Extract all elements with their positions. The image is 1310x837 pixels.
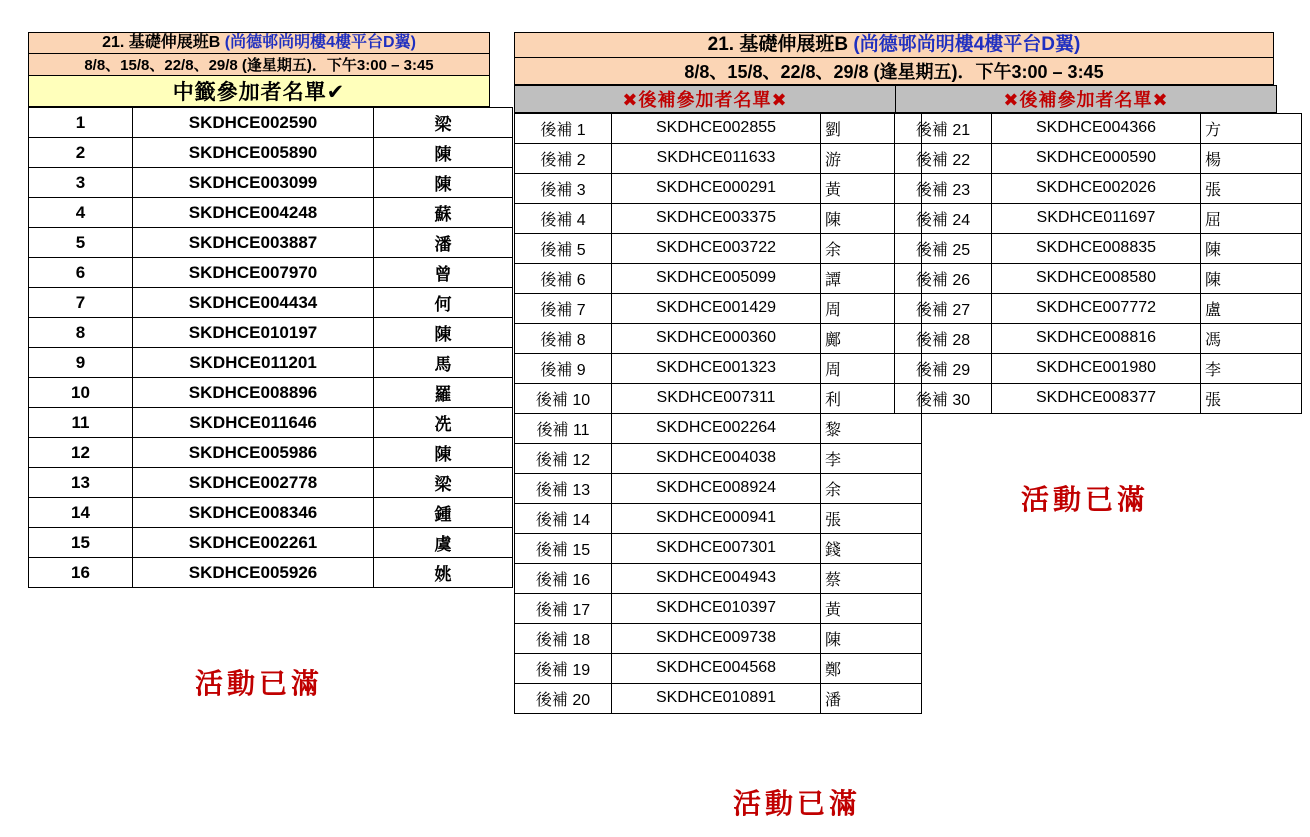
row-reference-code: SKDHCE002590: [133, 108, 374, 138]
row-reference-code: SKDHCE002026: [992, 173, 1201, 203]
row-surname: 錢: [821, 533, 922, 563]
row-reference-code: SKDHCE008816: [992, 323, 1201, 353]
row-surname: 馮: [1201, 323, 1302, 353]
table-row: [515, 593, 922, 623]
row-number: 4: [29, 198, 133, 228]
row-reference-code: SKDHCE007311: [612, 383, 821, 413]
row-reference-code: SKDHCE011201: [133, 348, 374, 378]
row-surname: 游: [821, 143, 922, 173]
row-surname: 鄺: [821, 323, 922, 353]
row-reference-code: SKDHCE011697: [992, 203, 1201, 233]
row-reference-code: SKDHCE010891: [612, 683, 821, 713]
row-reference-code: SKDHCE000941: [612, 503, 821, 533]
row-surname: 黎: [821, 413, 922, 443]
row-number: 後補 6: [515, 263, 612, 293]
row-reference-code: SKDHCE004568: [612, 653, 821, 683]
row-number: 後補 25: [895, 233, 992, 263]
row-reference-code: SKDHCE008896: [133, 378, 374, 408]
row-reference-code: SKDHCE008835: [992, 233, 1201, 263]
table-row: [515, 173, 922, 203]
row-reference-code: SKDHCE003887: [133, 228, 374, 258]
right-bottom-full-notice: 活動已滿: [732, 788, 861, 819]
row-surname: 曾: [374, 258, 513, 288]
row-number: 後補 10: [515, 383, 612, 413]
row-number: 後補 1: [515, 113, 612, 143]
table-row: [29, 408, 513, 438]
row-surname: 張: [821, 503, 922, 533]
row-surname: 利: [821, 383, 922, 413]
table-row: [895, 203, 1302, 233]
table-row: [515, 533, 922, 563]
left-class-title: [29, 33, 490, 54]
row-surname: 潘: [821, 683, 922, 713]
row-reference-code: SKDHCE004434: [133, 288, 374, 318]
row-number: 後補 28: [895, 323, 992, 353]
row-number: 13: [29, 468, 133, 498]
table-row: [515, 653, 922, 683]
right-class-title-text: 21. 基礎伸展班B: [707, 34, 854, 55]
table-row: [29, 558, 513, 588]
table-row: [895, 143, 1302, 173]
row-reference-code: SKDHCE011646: [133, 408, 374, 438]
row-reference-code: SKDHCE002855: [612, 113, 821, 143]
left-winner-list-header: 中籤參加者名單✔: [29, 76, 490, 107]
waitlist-header-right: ✖後補參加者名單✖: [896, 85, 1277, 112]
row-surname: 張: [1201, 173, 1302, 203]
table-row: [515, 113, 922, 143]
row-surname: 譚: [821, 263, 922, 293]
winners-panel: [28, 32, 490, 588]
row-surname: 余: [821, 473, 922, 503]
row-surname: 陳: [374, 438, 513, 468]
row-reference-code: SKDHCE007772: [992, 293, 1201, 323]
table-row: [29, 288, 513, 318]
row-surname: 冼: [374, 408, 513, 438]
row-surname: 蘇: [374, 198, 513, 228]
row-surname: 楊: [1201, 143, 1302, 173]
table-row: [29, 138, 513, 168]
row-surname: 方: [1201, 113, 1302, 143]
row-number: 3: [29, 168, 133, 198]
row-reference-code: SKDHCE008580: [992, 263, 1201, 293]
row-surname: 周: [821, 293, 922, 323]
row-surname: 李: [1201, 353, 1302, 383]
row-surname: 蔡: [821, 563, 922, 593]
row-reference-code: SKDHCE004943: [612, 563, 821, 593]
row-number: 後補 15: [515, 533, 612, 563]
row-reference-code: SKDHCE002264: [612, 413, 821, 443]
table-row: [29, 468, 513, 498]
row-surname: 黃: [821, 593, 922, 623]
table-row: [515, 353, 922, 383]
row-surname: 馬: [374, 348, 513, 378]
row-number: 10: [29, 378, 133, 408]
table-row: [515, 623, 922, 653]
left-class-location-text: (尚德邨尚明樓4樓平台D翼): [224, 34, 416, 51]
table-row: [29, 258, 513, 288]
table-row: [515, 263, 922, 293]
row-number: 後補 17: [515, 593, 612, 623]
row-reference-code: SKDHCE000590: [992, 143, 1201, 173]
row-number: 9: [29, 348, 133, 378]
row-reference-code: SKDHCE005099: [612, 263, 821, 293]
row-surname: 羅: [374, 378, 513, 408]
row-surname: 陳: [374, 168, 513, 198]
table-row: [515, 323, 922, 353]
row-surname: 陳: [1201, 263, 1302, 293]
row-surname: 陳: [374, 318, 513, 348]
row-surname: 何: [374, 288, 513, 318]
row-reference-code: SKDHCE000291: [612, 173, 821, 203]
row-number: 5: [29, 228, 133, 258]
table-row: [895, 233, 1302, 263]
row-surname: 周: [821, 353, 922, 383]
row-number: 6: [29, 258, 133, 288]
row-surname: 盧: [1201, 293, 1302, 323]
table-row: [515, 143, 922, 173]
row-number: 後補 3: [515, 173, 612, 203]
row-reference-code: SKDHCE005986: [133, 438, 374, 468]
row-number: 後補 18: [515, 623, 612, 653]
row-reference-code: SKDHCE011633: [612, 143, 821, 173]
row-number: 後補 19: [515, 653, 612, 683]
table-row: [515, 293, 922, 323]
table-row: [29, 168, 513, 198]
row-reference-code: SKDHCE001323: [612, 353, 821, 383]
row-number: 14: [29, 498, 133, 528]
waitlist-header-left: ✖後補參加者名單✖: [515, 85, 896, 112]
row-number: 後補 16: [515, 563, 612, 593]
waitlist-table-1: [514, 113, 922, 714]
row-number: 後補 26: [895, 263, 992, 293]
table-row: [515, 683, 922, 713]
row-number: 後補 29: [895, 353, 992, 383]
row-number: 7: [29, 288, 133, 318]
row-surname: 陳: [1201, 233, 1302, 263]
row-number: 後補 21: [895, 113, 992, 143]
row-number: 後補 5: [515, 233, 612, 263]
row-number: 8: [29, 318, 133, 348]
row-number: 16: [29, 558, 133, 588]
left-full-notice: 活動已滿: [194, 668, 323, 699]
row-reference-code: SKDHCE010197: [133, 318, 374, 348]
row-number: 2: [29, 138, 133, 168]
row-surname: 梁: [374, 468, 513, 498]
table-row: [29, 348, 513, 378]
table-row: [515, 473, 922, 503]
table-row: [515, 383, 922, 413]
table-row: [29, 108, 513, 138]
waitlist-header-table: [514, 32, 1274, 85]
row-number: 後補 8: [515, 323, 612, 353]
left-class-title-text: 21. 基礎伸展班B: [102, 34, 225, 51]
table-row: [29, 438, 513, 468]
winners-table: [28, 107, 513, 588]
waitlist-columns: [514, 113, 1274, 714]
table-row: [895, 263, 1302, 293]
row-surname: 虞: [374, 528, 513, 558]
row-reference-code: SKDHCE004248: [133, 198, 374, 228]
table-row: [895, 293, 1302, 323]
row-number: 後補 27: [895, 293, 992, 323]
table-row: [515, 563, 922, 593]
row-surname: 屈: [1201, 203, 1302, 233]
row-surname: 張: [1201, 383, 1302, 413]
row-number: 後補 7: [515, 293, 612, 323]
table-row: [515, 233, 922, 263]
row-surname: 潘: [374, 228, 513, 258]
row-reference-code: SKDHCE010397: [612, 593, 821, 623]
table-row: [895, 383, 1302, 413]
row-surname: 劉: [821, 113, 922, 143]
row-reference-code: SKDHCE008377: [992, 383, 1201, 413]
waitlist-column-2: [894, 113, 1274, 714]
row-surname: 鍾: [374, 498, 513, 528]
row-number: 後補 14: [515, 503, 612, 533]
row-reference-code: SKDHCE002778: [133, 468, 374, 498]
table-row: [515, 203, 922, 233]
winners-header-table: [28, 32, 490, 107]
row-reference-code: SKDHCE004366: [992, 113, 1201, 143]
row-reference-code: SKDHCE007301: [612, 533, 821, 563]
row-reference-code: SKDHCE003375: [612, 203, 821, 233]
right-inner-full-notice: 活動已滿: [1020, 484, 1149, 515]
row-reference-code: SKDHCE003099: [133, 168, 374, 198]
row-reference-code: SKDHCE002261: [133, 528, 374, 558]
row-number: 後補 12: [515, 443, 612, 473]
row-surname: 黃: [821, 173, 922, 203]
row-number: 後補 11: [515, 413, 612, 443]
row-reference-code: SKDHCE009738: [612, 623, 821, 653]
row-number: 15: [29, 528, 133, 558]
row-surname: 梁: [374, 108, 513, 138]
row-number: 11: [29, 408, 133, 438]
row-number: 後補 2: [515, 143, 612, 173]
right-class-location-text: (尚德邨尚明樓4樓平台D翼): [853, 34, 1081, 55]
row-number: 後補 30: [895, 383, 992, 413]
row-surname: 姚: [374, 558, 513, 588]
row-number: 後補 23: [895, 173, 992, 203]
table-row: [895, 173, 1302, 203]
row-reference-code: SKDHCE001429: [612, 293, 821, 323]
table-row: [29, 528, 513, 558]
table-row: [895, 113, 1302, 143]
row-reference-code: SKDHCE008924: [612, 473, 821, 503]
table-row: [29, 498, 513, 528]
row-surname: 鄭: [821, 653, 922, 683]
row-number: 12: [29, 438, 133, 468]
row-reference-code: SKDHCE005890: [133, 138, 374, 168]
row-number: 1: [29, 108, 133, 138]
right-class-schedule: 8/8、15/8、22/8、29/8 (逢星期五)．下午3:00 – 3:45: [515, 57, 1274, 84]
table-row: [515, 503, 922, 533]
row-reference-code: SKDHCE000360: [612, 323, 821, 353]
row-reference-code: SKDHCE005926: [133, 558, 374, 588]
row-number: 後補 20: [515, 683, 612, 713]
row-number: 後補 13: [515, 473, 612, 503]
waitlist-table-2: [894, 113, 1302, 414]
row-surname: 陳: [821, 623, 922, 653]
left-class-schedule: 8/8、15/8、22/8、29/8 (逢星期五)．下午3:00 – 3:45: [29, 54, 490, 76]
row-reference-code: SKDHCE001980: [992, 353, 1201, 383]
row-surname: 陳: [374, 138, 513, 168]
table-row: [29, 318, 513, 348]
row-reference-code: SKDHCE003722: [612, 233, 821, 263]
row-number: 後補 22: [895, 143, 992, 173]
table-row: [895, 323, 1302, 353]
table-row: [29, 198, 513, 228]
waitlist-column-1: [514, 113, 894, 714]
row-reference-code: SKDHCE004038: [612, 443, 821, 473]
row-surname: 余: [821, 233, 922, 263]
waitlist-panel: [514, 32, 1274, 714]
right-class-title: [515, 33, 1274, 58]
row-number: 後補 9: [515, 353, 612, 383]
table-row: [515, 443, 922, 473]
table-row: [895, 353, 1302, 383]
row-surname: 李: [821, 443, 922, 473]
table-row: [29, 378, 513, 408]
table-row: [515, 413, 922, 443]
row-reference-code: SKDHCE008346: [133, 498, 374, 528]
row-surname: 陳: [821, 203, 922, 233]
row-number: 後補 24: [895, 203, 992, 233]
row-reference-code: SKDHCE007970: [133, 258, 374, 288]
table-row: [29, 228, 513, 258]
waitlist-subheaders: [514, 85, 1277, 113]
row-number: 後補 4: [515, 203, 612, 233]
